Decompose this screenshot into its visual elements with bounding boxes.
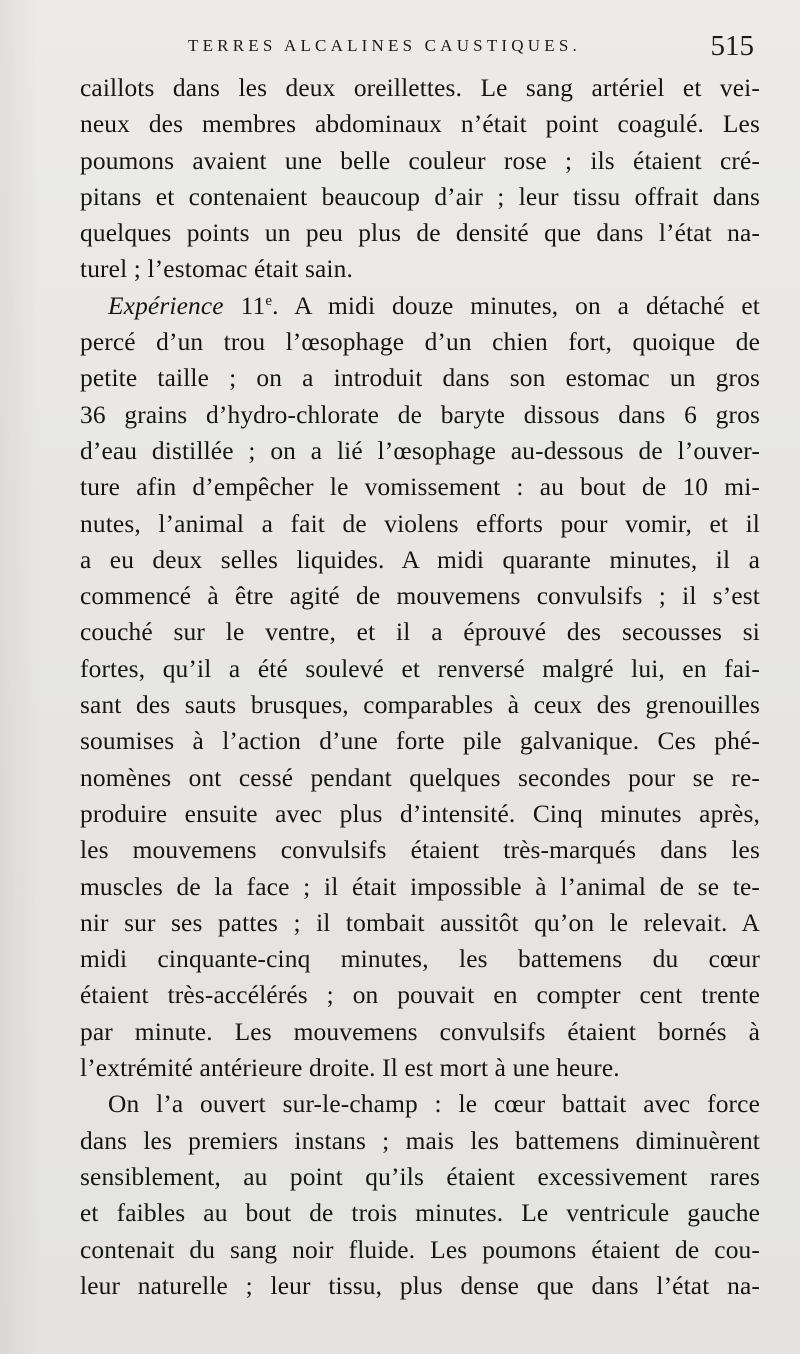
text-line: muscles de la face ; il était impossible à l’animal de se te- — [80, 872, 760, 901]
text-line: a eu deux selles liquides. A midi quarante minutes, il a — [80, 545, 760, 574]
experiment-number-suffix: e — [265, 292, 273, 309]
text-line: nutes, l’animal a fait de violens efforts pour vomir, et il — [80, 509, 760, 538]
text-line: leur naturelle ; leur tissu, plus dense que dans l’état na- — [80, 1271, 760, 1300]
running-title: TERRES ALCALINES CAUSTIQUES. — [188, 36, 581, 55]
text-line: caillots dans les deux oreillettes. Le sang artériel et vei- — [80, 74, 760, 102]
text-line: et faibles au bout de trois minutes. Le ventricule gauche — [80, 1199, 760, 1228]
text-line: percé d’un trou l’œsophage d’un chien fort, quoique de — [80, 328, 760, 357]
experiment-first-line-text: . A midi douze minutes, on a détaché et — [272, 291, 761, 320]
text-line: nir sur ses pattes ; il tombait aussitôt qu’on le relevait. A — [80, 908, 760, 937]
text-line: neux des membres abdominaux n’était point coagulé. Les — [80, 110, 760, 139]
experiment-heading-line — [80, 288, 760, 324]
page-edge-shadow — [0, 0, 40, 1354]
text-line: turel ; l’estomac était sain. — [80, 255, 353, 284]
text-line: étaient très-accélérés ; on pouvait en compter cent trente — [80, 981, 760, 1010]
text-line: couché sur le ventre, et il a éprouvé des secousses si — [80, 618, 760, 647]
text-line: l’extrémité antérieure droite. Il est mort à une heure. — [80, 1054, 620, 1083]
text-line: sensiblement, au point qu’ils étaient excessivement rares — [80, 1162, 760, 1191]
text-line: 36 grains d’hydro-chlorate de baryte dissous dans 6 gros — [80, 400, 760, 429]
experiment-number: 11 — [240, 291, 266, 320]
text-line: petite taille ; on a introduit dans son estomac un gros — [80, 364, 760, 393]
text-line: d’eau distillée ; on a lié l’œsophage au-dessous de l’ouver- — [80, 436, 760, 465]
experiment-label: Expérience — [108, 291, 224, 320]
page-number: 515 — [710, 30, 754, 62]
text-line: dans les premiers instans ; mais les battemens diminuèrent — [80, 1126, 760, 1155]
text-line: produire ensuite avec plus d’intensité. Cinq minutes après, — [80, 799, 760, 828]
body-text — [80, 70, 760, 1304]
text-line: midi cinquante-cinq minutes, les battemens du cœur — [80, 945, 760, 974]
text-line: soumises à l’action d’une forte pile galvanique. Ces phé- — [80, 727, 760, 756]
page-header — [78, 30, 760, 70]
text-line: nomènes ont cessé pendant quelques secondes pour se re- — [80, 763, 760, 792]
text-line: sant des sauts brusques, comparables à ceux des grenouilles — [80, 691, 760, 720]
text-line: par minute. Les mouvemens convulsifs étaient bornés à — [80, 1017, 760, 1046]
text-line: poumons avaient une belle couleur rose ; ils étaient cré- — [80, 146, 760, 175]
text-line: commencé à être agité de mouvemens convulsifs ; il s’est — [80, 582, 760, 611]
text-line: les mouvemens convulsifs étaient très-marqués dans les — [80, 836, 760, 865]
text-line: quelques points un peu plus de densité que dans l’état na- — [80, 219, 760, 248]
text-line: ture afin d’empêcher le vomissement : au bout de 10 mi- — [80, 473, 760, 502]
text-line: fortes, qu’il a été soulevé et renversé malgré lui, en fai- — [80, 654, 760, 683]
text-line: contenait du sang noir fluide. Les poumons étaient de cou- — [80, 1235, 760, 1264]
text-line: pitans et contenaient beaucoup d’air ; leur tissu offrait dans — [80, 182, 760, 211]
text-line: On l’a ouvert sur-le-champ : le cœur battait avec force — [108, 1090, 760, 1119]
